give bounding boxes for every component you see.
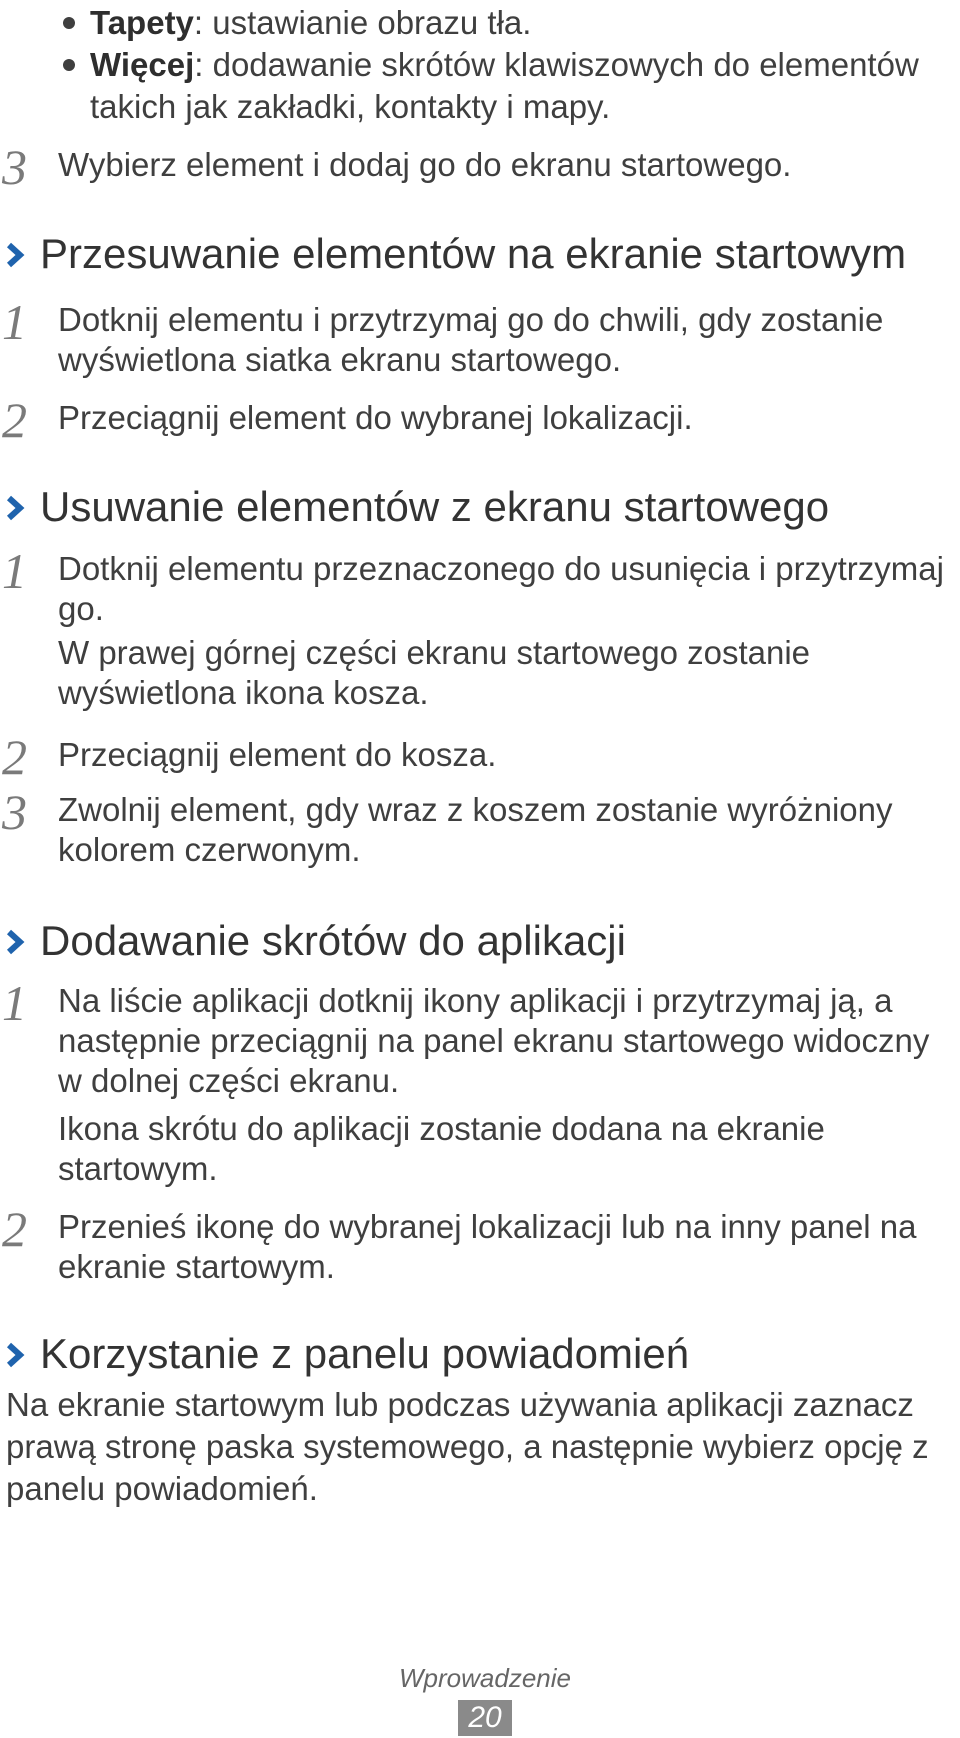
- step-number: 3: [2, 784, 27, 840]
- step-text: Przeciągnij element do kosza.: [58, 736, 497, 773]
- section-title: Dodawanie skrótów do aplikacji: [40, 917, 626, 964]
- bullet-desc: : ustawianie obrazu tła.: [193, 4, 532, 41]
- section-body: Na ekranie startowym lub podczas używania aplikacji zaznacz prawą stronę paska systemowego, a następnie wybierz opcję z panelu powiadomień.: [6, 1386, 929, 1507]
- step-text: Przeciągnij element do wybranej lokalizacji.: [58, 399, 693, 436]
- step-note: W prawej górnej części ekranu startowego zostanie wyświetlona ikona kosza.: [58, 634, 811, 711]
- bullet-term: Tapety: [90, 4, 194, 41]
- chevron-right-icon: [4, 1342, 26, 1368]
- chevron-right-icon: [4, 242, 26, 268]
- bullet-dot-icon: [63, 17, 75, 29]
- step-number: 1: [2, 975, 27, 1031]
- section-title: Usuwanie elementów z ekranu startowego: [40, 483, 830, 530]
- step-text: Dotknij elementu i przytrzymaj go do chwili, gdy zostanie wyświetlona siatka ekranu startowego.: [58, 301, 884, 378]
- step-text: Na liście aplikacji dotknij ikony aplikacji i przytrzymaj ją, a następnie przeciągnij na panel ekranu startowego widoczny w dolnej części ekranu.: [58, 982, 930, 1099]
- section-title: Przesuwanie elementów na ekranie startowym: [40, 230, 907, 277]
- step-note: Ikona skrótu do aplikacji zostanie dodana na ekranie startowym.: [58, 1110, 825, 1187]
- bullet-dot-icon: [63, 59, 75, 71]
- step-number: 2: [2, 729, 27, 785]
- section-heading-powiadomienia: [0, 1328, 950, 1380]
- section-heading-dodawanie: [0, 915, 950, 967]
- step-number: 2: [2, 392, 27, 448]
- step-number: 2: [2, 1201, 27, 1257]
- section-title: Korzystanie z panelu powiadomień: [40, 1330, 690, 1377]
- step-text: Wybierz element i dodaj go do ekranu startowego.: [58, 146, 792, 183]
- footer-chapter-label: Wprowadzenie: [399, 1663, 571, 1693]
- step-text: Zwolnij element, gdy wraz z koszem zostanie wyróżniony kolorem czerwonym.: [58, 791, 893, 868]
- step-number: 3: [2, 139, 27, 195]
- step-text: Dotknij elementu przeznaczonego do usunięcia i przytrzymaj go.: [58, 550, 944, 627]
- page-number: 20: [458, 1700, 512, 1736]
- bullet-term: Więcej: [90, 46, 195, 83]
- chevron-right-icon: [4, 929, 26, 955]
- step-number: 1: [2, 543, 27, 599]
- section-heading-usuwanie: [0, 481, 950, 533]
- section-heading-przesuwanie: [0, 228, 950, 280]
- step-number: 1: [2, 294, 27, 350]
- chevron-right-icon: [4, 495, 26, 521]
- bullet-desc: : dodawanie skrótów klawiszowych do elementów takich jak zakładki, kontakty i mapy.: [90, 46, 919, 125]
- step-text: Przenieś ikonę do wybranej lokalizacji lub na inny panel na ekranie startowym.: [58, 1208, 917, 1285]
